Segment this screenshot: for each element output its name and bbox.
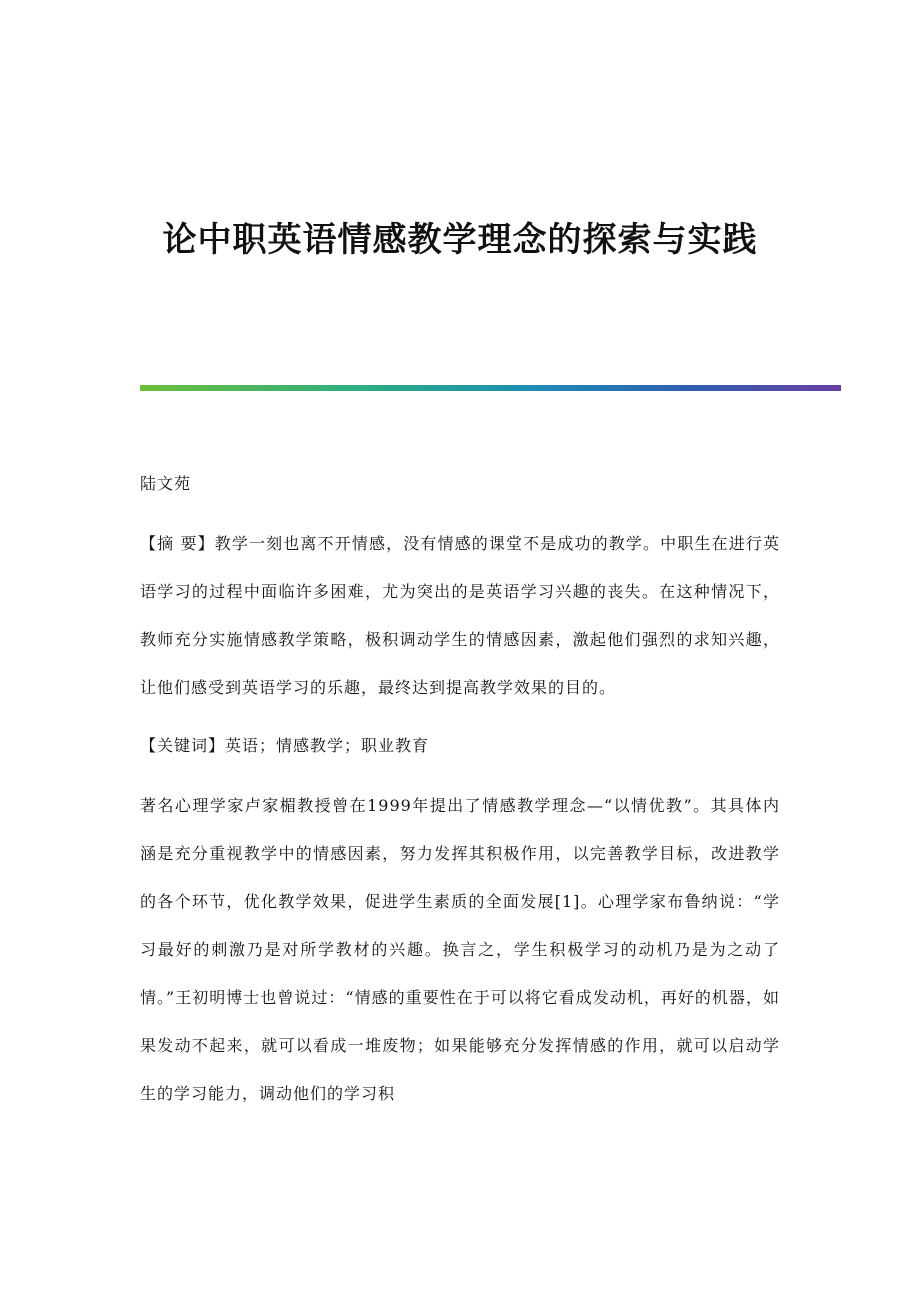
abstract-label: 【摘 要】 bbox=[140, 534, 215, 553]
keywords bbox=[140, 728, 780, 764]
title-divider bbox=[140, 385, 841, 391]
abstract-text: 教学一刻也离不开情感，没有情感的课堂不是成功的教学。中职生在进行英语学习的过程中面临许多困难，尤为突出的是英语学习兴趣的丧失。在这种情况下，教师充分实施情感教学策略，极积调动学生的情感因素，激起他们强烈的求知兴趣，让他们感受到英语学习的乐趣，最终达到提高教学效果的目的。 bbox=[140, 534, 780, 697]
abstract bbox=[140, 520, 780, 712]
document-title: 论中职英语情感教学理念的探索与实践 bbox=[162, 220, 758, 260]
keywords-label: 【关键词】 bbox=[140, 736, 226, 755]
keywords-text: 英语；情感教学；职业教育 bbox=[225, 736, 430, 755]
author-name: 陆文苑 bbox=[140, 474, 192, 493]
document-body bbox=[140, 466, 780, 1118]
body-paragraph: 著名心理学家卢家楣教授曾在1999年提出了情感教学理念—“以情优教”。其具体内涵是充分重视教学中的情感因素，努力发挥其积极作用，以完善教学目标，改进教学的各个环节，优化教学效果，促进学生素质的全面发展[1]。心理学家布鲁纳说：“学习最好的刺激乃是对所学教材的兴趣。换言之，学生积极学习的动机乃是为之动了情。”王初明博士也曾说过：“情感的重要性在于可以将它看成发动机，再好的机器，如果发动不起来，就可以看成一堆废物；如果能够充分发挥情感的作用，就可以启动学生的学习能力，调动他们的学习积 bbox=[140, 796, 780, 1103]
